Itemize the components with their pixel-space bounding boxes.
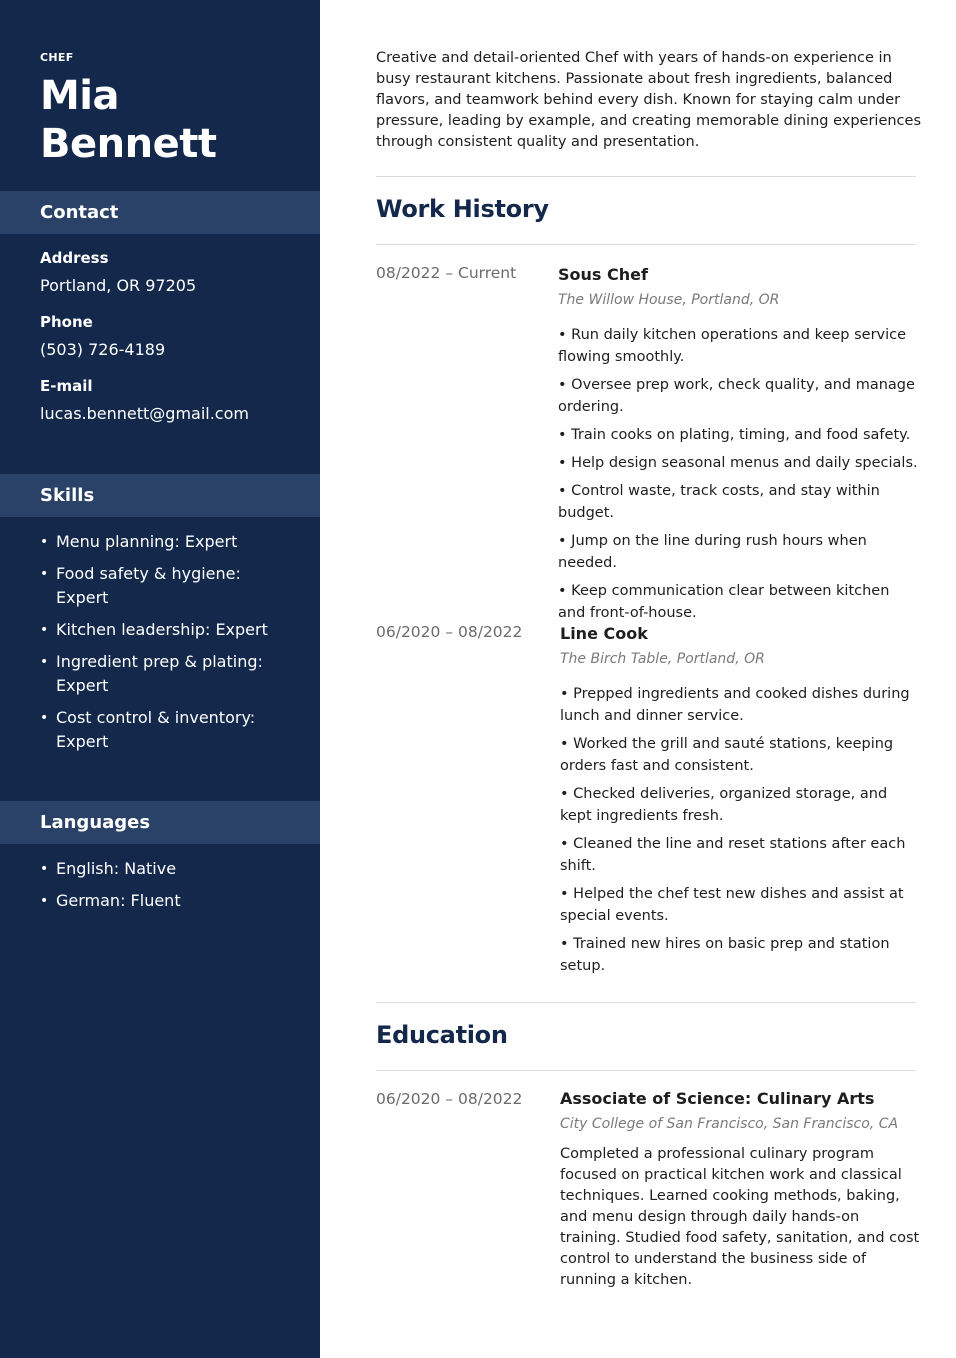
phone-label: Phone (40, 313, 93, 331)
job-entry (558, 264, 918, 630)
email-value: lucas.bennett@gmail.com (40, 404, 249, 423)
divider (376, 1002, 916, 1003)
language-item: • German: Fluent (40, 889, 290, 913)
job-bullet: • Checked deliveries, organized storage, and kept ingredients fresh. (560, 786, 888, 824)
job-bullet: • Trained new hires on basic prep and station setup. (560, 936, 890, 974)
email-label: E-mail (40, 377, 93, 395)
job-dates: 08/2022 – Current (376, 264, 517, 282)
first-name: Mia (40, 73, 120, 119)
skill-item: • Cost control & inventory: Expert (40, 708, 256, 751)
school-name: City College of San Francisco, San Francisco, CA (560, 1116, 899, 1132)
job-bullet: • Train cooks on plating, timing, and food safety. (558, 427, 911, 443)
job-bullet: • Help design seasonal menus and daily specials. (558, 455, 918, 471)
phone-value: (503) 726-4189 (40, 340, 166, 359)
bullet-icon: • (40, 861, 49, 877)
job-dates: 06/2020 – 08/2022 (376, 623, 523, 641)
work-history-heading: Work History (376, 195, 549, 223)
skill-item: • Menu planning: Expert (40, 530, 290, 554)
divider (376, 176, 916, 177)
address-label: Address (40, 249, 109, 267)
job-bullet: • Worked the grill and sauté stations, keeping orders fast and consistent. (560, 736, 894, 774)
job-bullet: • Cleaned the line and reset stations after each shift. (560, 836, 906, 874)
job-company: The Willow House, Portland, OR (558, 292, 780, 308)
job-title: Sous Chef (558, 265, 648, 284)
job-bullet: • Prepped ingredients and cooked dishes during lunch and dinner service. (560, 686, 910, 724)
candidate-name (40, 72, 216, 168)
divider (376, 244, 916, 245)
skill-item: • Kitchen leadership: Expert (40, 618, 290, 642)
degree-title: Associate of Science: Culinary Arts (560, 1089, 875, 1108)
professional-summary: Creative and detail-oriented Chef with years of hands-on experience in busy restaurant kitchens. Passionate about fresh ingredients, balanced flavors, and teamwork behind every dish. Known for staying calm under pressure, leading by example, and creating memorable dining experiences through consistent quality and presentation. (376, 50, 921, 150)
job-bullet: • Oversee prep work, check quality, and manage ordering. (558, 377, 915, 415)
job-bullet: • Helped the chef test new dishes and assist at special events. (560, 886, 904, 924)
sidebar (0, 0, 320, 1358)
education-description: Completed a professional culinary program focused on practical kitchen work and classical techniques. Learned cooking methods, baking, and menu design through daily hands-on training. Studied food safety, sanitation, and cost control to understand the business side of running a kitchen. (560, 1146, 920, 1288)
skill-item: • Food safety & hygiene: Expert (40, 564, 241, 607)
skills-list (40, 530, 290, 762)
bullet-icon: • (40, 710, 49, 726)
language-item: • English: Native (40, 857, 290, 881)
skills-heading: Skills (40, 485, 95, 506)
skills-section-header (0, 474, 320, 517)
languages-heading: Languages (40, 812, 151, 833)
job-bullets (558, 324, 918, 624)
job-role: CHEF (40, 51, 74, 64)
divider (376, 1070, 916, 1071)
job-title: Line Cook (560, 624, 648, 643)
last-name: Bennett (40, 121, 217, 167)
job-entry (560, 623, 920, 983)
education-heading: Education (376, 1021, 508, 1049)
bullet-icon: • (40, 622, 49, 638)
contact-section-header (0, 191, 320, 234)
job-bullet: • Control waste, track costs, and stay within budget. (558, 483, 880, 521)
address-value: Portland, OR 97205 (40, 276, 197, 295)
languages-section-header (0, 801, 320, 844)
job-bullet: • Jump on the line during rush hours when needed. (558, 533, 867, 571)
contact-heading: Contact (40, 202, 119, 223)
education-entry (560, 1088, 920, 1291)
skill-item: • Ingredient prep & plating: Expert (40, 652, 263, 695)
job-bullet: • Keep communication clear between kitchen and front-of-house. (558, 583, 890, 621)
bullet-icon: • (40, 893, 49, 909)
job-bullet: • Run daily kitchen operations and keep service flowing smoothly. (558, 327, 907, 365)
bullet-icon: • (40, 534, 49, 550)
bullet-icon: • (40, 654, 49, 670)
bullet-icon: • (40, 566, 49, 582)
job-company: The Birch Table, Portland, OR (560, 651, 765, 667)
education-dates: 06/2020 – 08/2022 (376, 1090, 523, 1108)
languages-list (40, 857, 290, 921)
job-bullets (560, 683, 920, 977)
